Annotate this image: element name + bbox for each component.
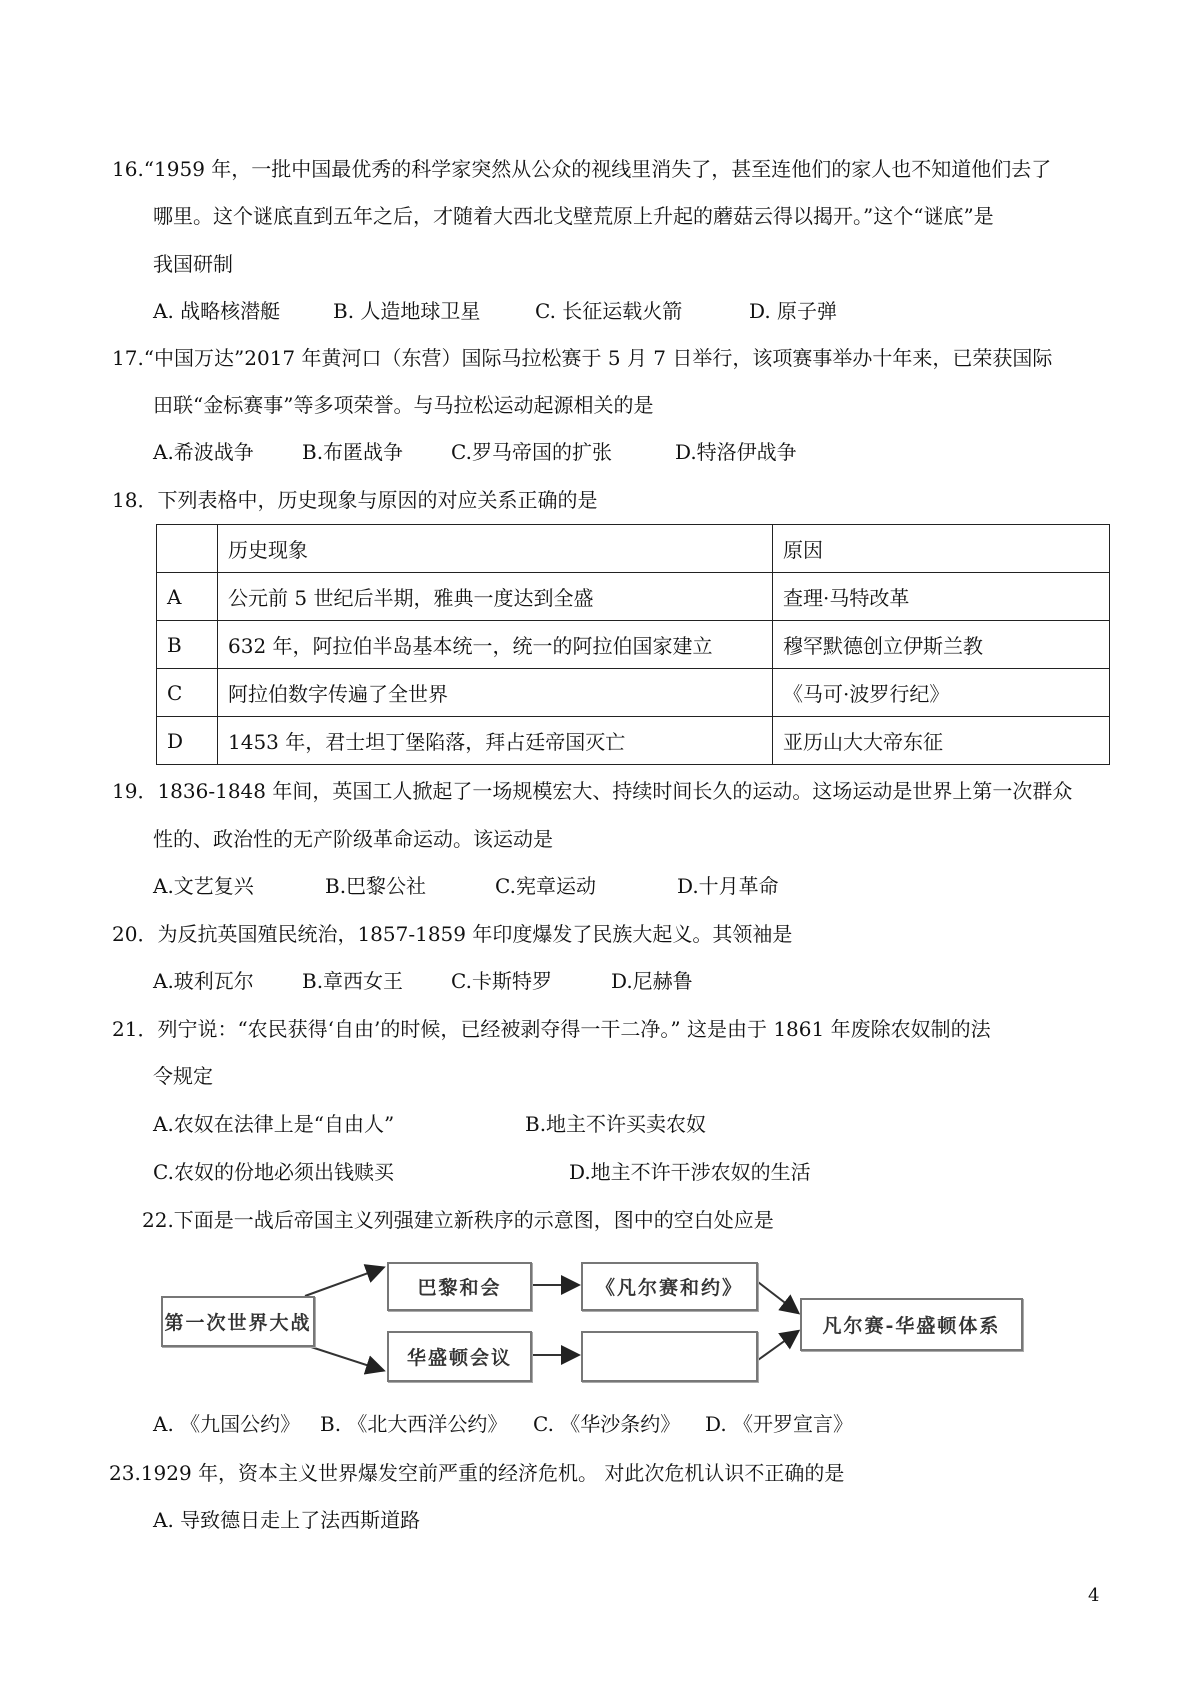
option-b: B.章西女王 — [302, 969, 404, 993]
box-washington-conference: 华盛顿会议 — [387, 1331, 532, 1382]
question-text: 17.“中国万达”2017 年黄河口（东营）国际马拉松赛于 5 月 7 日举行，该项赛事举办十年来，已荣获国际 — [112, 346, 1053, 370]
question-text: 19．1836-1848 年间，英国工人掀起了一场规模宏大、持续时间长久的运动。这场运动是世界上第一次群众 — [112, 779, 1073, 803]
option-c: C.罗马帝国的扩张 — [451, 440, 612, 464]
option-a: A.玻利瓦尔 — [153, 969, 254, 993]
option-a: A. 导致德日走上了法西斯道路 — [153, 1508, 421, 1532]
page-number: 4 — [1088, 1585, 1100, 1606]
option-c: C. 长征运载火箭 — [535, 299, 683, 323]
box-paris-conference: 巴黎和会 — [387, 1262, 532, 1311]
option-b: B.布匿战争 — [302, 440, 404, 464]
option-a: A.希波战争 — [153, 440, 254, 464]
option-c: C.农奴的份地必须出钱赎买 — [153, 1160, 394, 1184]
option-b: B.地主不许买卖农奴 — [525, 1112, 707, 1136]
table-row: A 公元前 5 世纪后半期，雅典一度达到全盛 查理·马特改革 — [157, 573, 1110, 621]
option-d: D. 原子弹 — [749, 299, 838, 323]
box-versailles-washington-system: 凡尔赛-华盛顿体系 — [800, 1298, 1023, 1351]
question-text: 哪里。这个谜底直到五年之后，才随着大西北戈壁荒原上升起的蘑菇云得以揭开。”这个“谜底”是 — [153, 204, 994, 228]
question-text: 令规定 — [153, 1064, 213, 1088]
option-d: D.十月革命 — [677, 874, 779, 898]
question-text: 16.“1959 年，一批中国最优秀的科学家突然从公众的视线里消失了，甚至连他们的家人也不知道他们去了 — [112, 157, 1052, 181]
question-text: 田联“金标赛事”等多项荣誉。与马拉松运动起源相关的是 — [153, 393, 654, 417]
question-text: 21．列宁说：“农民获得‘自由’的时候，已经被剥夺得一干二净。” 这是由于 1861 年废除农奴制的法 — [112, 1017, 991, 1041]
box-ww1: 第一次世界大战 — [161, 1296, 315, 1347]
option-d: D.尼赫鲁 — [611, 969, 693, 993]
options-row — [153, 1410, 853, 1438]
option-b: B.巴黎公社 — [325, 874, 427, 898]
box-versailles-treaty: 《凡尔赛和约》 — [581, 1262, 758, 1311]
option-c: C. 《华沙条约》 — [533, 1412, 681, 1436]
table-row: D 1453 年，君士坦丁堡陷落，拜占廷帝国灭亡 亚历山大大帝东征 — [157, 717, 1110, 765]
option-d: D. 《开罗宣言》 — [705, 1412, 854, 1436]
header-reason: 原因 — [773, 525, 1110, 573]
option-a: A.文艺复兴 — [153, 874, 254, 898]
question-text: 22.下面是一战后帝国主义列强建立新秩序的示意图，图中的空白处应是 — [142, 1208, 774, 1232]
question-text: 23.1929 年，资本主义世界爆发空前严重的经济危机。 对此次危机认识不正确的是 — [109, 1461, 845, 1485]
question-text: 18．下列表格中，历史现象与原因的对应关系正确的是 — [112, 488, 598, 512]
option-a: A.农奴在法律上是“自由人” — [153, 1112, 395, 1136]
table-row: C 阿拉伯数字传遍了全世界 《马可·波罗行纪》 — [157, 669, 1110, 717]
question-text: 我国研制 — [153, 252, 233, 276]
option-c: C.宪章运动 — [495, 874, 596, 898]
box-blank — [581, 1331, 758, 1382]
header-phenomenon: 历史现象 — [218, 525, 773, 573]
option-c: C.卡斯特罗 — [451, 969, 552, 993]
option-a: A. 《九国公约》 — [153, 1412, 301, 1436]
question-text: 性的、政治性的无产阶级革命运动。该运动是 — [153, 827, 553, 851]
option-d: D.特洛伊战争 — [675, 440, 797, 464]
option-b: B. 人造地球卫星 — [333, 299, 481, 323]
question-text: 20．为反抗英国殖民统治，1857-1859 年印度爆发了民族大起义。其领袖是 — [112, 922, 793, 946]
option-a: A. 战略核潜艇 — [153, 299, 281, 323]
option-d: D.地主不许干涉农奴的生活 — [569, 1160, 811, 1184]
option-b: B. 《北大西洋公约》 — [320, 1412, 508, 1436]
table-row: B 632 年，阿拉伯半岛基本统一，统一的阿拉伯国家建立 穆罕默德创立伊斯兰教 — [157, 621, 1110, 669]
